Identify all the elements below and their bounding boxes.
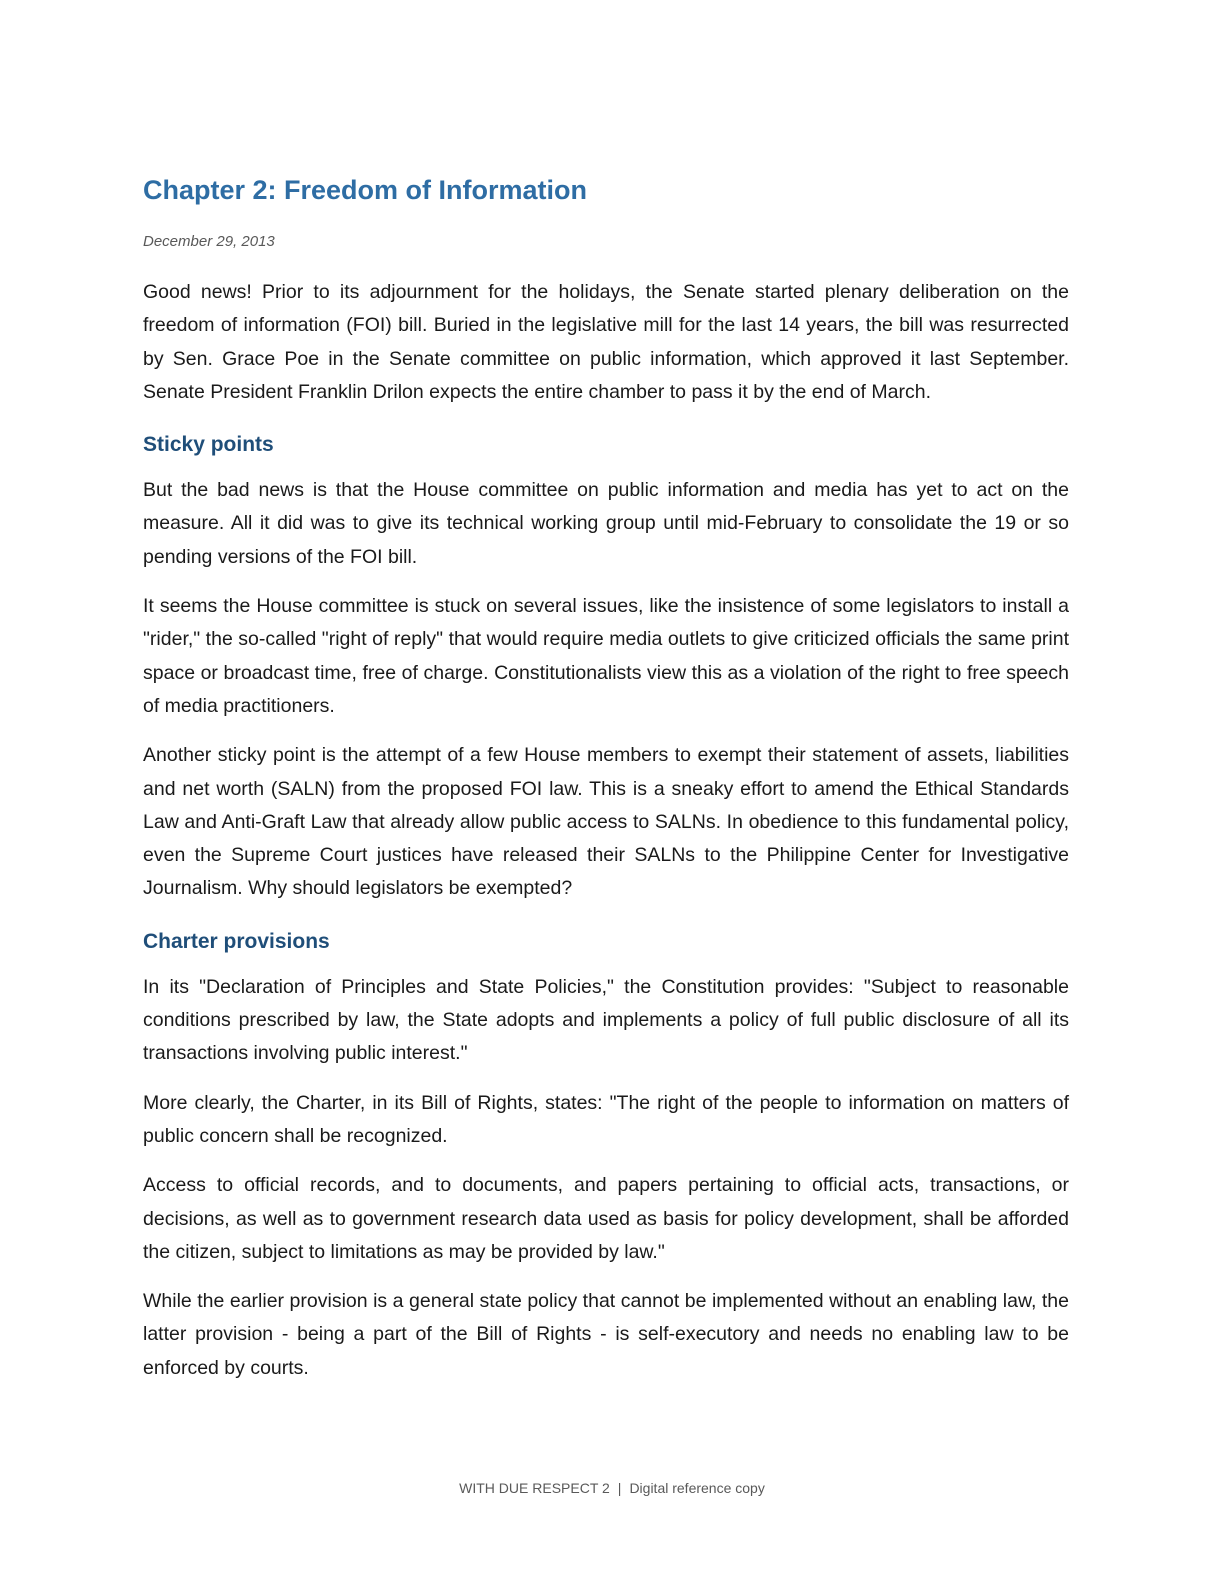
footer-book-title: WITH DUE RESPECT 2: [459, 1480, 610, 1496]
intro-paragraph: Good news! Prior to its adjournment for the holidays, the Senate started plenary deliberation on the freedom of information (FOI) bill. Buried in the legislative mill for the last 14 years, the bill was resurrected by Sen. Grace Poe in the Senate committee on public information, which approved it last September. Senate President Franklin Drilon expects the entire chamber to pass it by the end of March.: [143, 281, 1069, 403]
footer-separator: |: [617, 1480, 622, 1496]
paragraph: Another sticky point is the attempt of a few House members to exempt their statement of assets, liabilities and net worth (SALN) from the proposed FOI law. This is a sneaky effort to amend the Ethical Standards Law and Anti-Graft Law that already allow public access to SALNs. In obedience to this fundamental policy, even the Supreme Court justices have released their SALNs to the Philippine Center for Investigative Journalism. Why should legislators be exempted?: [143, 744, 1069, 900]
paragraph: While the earlier provision is a general state policy that cannot be implemented without an enabling law, the latter provision - being a part of the Bill of Rights - is self-executory and needs no enabling law to be enforced by courts.: [143, 1290, 1069, 1379]
page-footer: [0, 1478, 1224, 1498]
paragraph: More clearly, the Charter, in its Bill of Rights, states: "The right of the people to information on matters of public concern shall be recognized.: [143, 1091, 1069, 1147]
paragraph: But the bad news is that the House committee on public information and media has yet to act on the measure. All it did was to give its technical working group until mid-February to consolidate the 19 or so pending versions of the FOI bill.: [143, 479, 1069, 568]
paragraph: In its "Declaration of Principles and State Policies," the Constitution provides: "Subject to reasonable conditions prescribed by law, the State adopts and implements a policy of full public disclosure of all its transactions involving public interest.": [143, 975, 1069, 1065]
chapter-title: Chapter 2: Freedom of Information: [143, 175, 588, 205]
page-content: [143, 172, 1069, 1385]
publish-date: December 29, 2013: [143, 233, 275, 250]
section-heading-sticky-points: Sticky points: [143, 433, 274, 457]
section-heading-charter-provisions: Charter provisions: [143, 929, 330, 953]
paragraph: Access to official records, and to documents, and papers pertaining to official acts, transactions, or decisions, as well as to government research data used as basis for policy development, shall be afforded the citizen, subject to limitations as may be provided by law.": [143, 1174, 1069, 1263]
paragraph: It seems the House committee is stuck on several issues, like the insistence of some legislators to install a "rider," the so-called "right of reply" that would require media outlets to give criticized officials the same print space or broadcast time, free of charge. Constitutionalists view this as a violation of the right to free speech of media practitioners.: [143, 595, 1069, 717]
footer-note: Digital reference copy: [629, 1480, 765, 1496]
